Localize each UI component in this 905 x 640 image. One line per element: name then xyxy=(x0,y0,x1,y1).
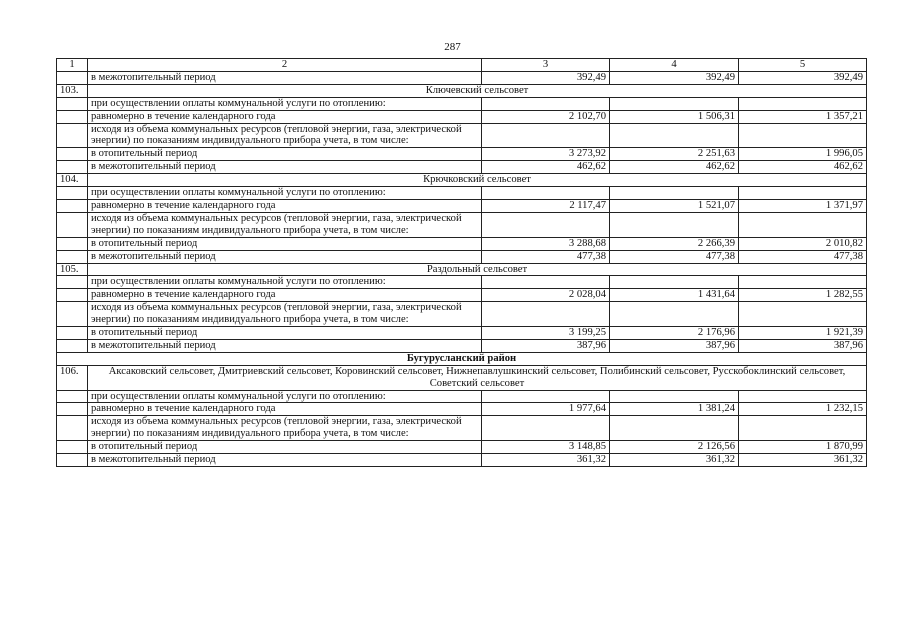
value-cell-4 xyxy=(610,123,739,148)
row-label: исходя из объема коммунальных ресурсов (тепловой энергии, газа, электрической энергии) по показаниям индивидуального прибора учета, в том числе: xyxy=(88,416,482,441)
district-row xyxy=(57,352,867,365)
value-cell-4 xyxy=(610,276,739,289)
value-cell-5: 462,62 xyxy=(739,161,867,174)
row-number xyxy=(57,276,88,289)
column-header-5: 5 xyxy=(739,59,867,72)
row-number xyxy=(57,339,88,352)
row-number: 105. xyxy=(57,263,88,276)
section-title: Крючковский сельсовет xyxy=(88,174,867,187)
column-header-1: 1 xyxy=(57,59,88,72)
value-cell-5 xyxy=(739,276,867,289)
value-cell-5 xyxy=(739,212,867,237)
row-number xyxy=(57,441,88,454)
row-label: равномерно в течение календарного года xyxy=(88,289,482,302)
table-row xyxy=(57,199,867,212)
table-row xyxy=(57,71,867,84)
section-title: Раздольный сельсовет xyxy=(88,263,867,276)
table-row xyxy=(57,148,867,161)
section-row xyxy=(57,365,867,390)
table-row xyxy=(57,289,867,302)
row-number xyxy=(57,390,88,403)
row-label: исходя из объема коммунальных ресурсов (тепловой энергии, газа, электрической энергии) по показаниям индивидуального прибора учета, в том числе: xyxy=(88,212,482,237)
value-cell-4: 1 521,07 xyxy=(610,199,739,212)
value-cell-4: 1 431,64 xyxy=(610,289,739,302)
table-row xyxy=(57,441,867,454)
value-cell-3: 361,32 xyxy=(482,454,610,467)
method-row xyxy=(57,416,867,441)
table-row xyxy=(57,454,867,467)
row-number xyxy=(57,454,88,467)
row-label: в межотопительный период xyxy=(88,339,482,352)
row-label: при осуществлении оплаты коммунальной услуги по отоплению: xyxy=(88,390,482,403)
value-cell-4: 2 266,39 xyxy=(610,237,739,250)
value-cell-4: 2 251,63 xyxy=(610,148,739,161)
row-label: равномерно в течение календарного года xyxy=(88,403,482,416)
value-cell-4 xyxy=(610,390,739,403)
table-row xyxy=(57,161,867,174)
note-row xyxy=(57,97,867,110)
value-cell-3: 1 977,64 xyxy=(482,403,610,416)
value-cell-4: 2 176,96 xyxy=(610,327,739,340)
method-row xyxy=(57,123,867,148)
row-number xyxy=(57,212,88,237)
section-row xyxy=(57,263,867,276)
tariff-table-body xyxy=(57,59,867,467)
value-cell-4: 387,96 xyxy=(610,339,739,352)
row-number xyxy=(57,71,88,84)
method-row xyxy=(57,212,867,237)
row-number: 104. xyxy=(57,174,88,187)
value-cell-4: 462,62 xyxy=(610,161,739,174)
value-cell-4: 1 506,31 xyxy=(610,110,739,123)
value-cell-4 xyxy=(610,97,739,110)
value-cell-5 xyxy=(739,97,867,110)
row-number xyxy=(57,403,88,416)
row-label: при осуществлении оплаты коммунальной услуги по отоплению: xyxy=(88,187,482,200)
value-cell-3 xyxy=(482,123,610,148)
value-cell-3 xyxy=(482,97,610,110)
value-cell-5: 1 921,39 xyxy=(739,327,867,340)
value-cell-4: 361,32 xyxy=(610,454,739,467)
row-label: в межотопительный период xyxy=(88,71,482,84)
district-title: Бугурусланский район xyxy=(57,352,867,365)
row-label: в межотопительный период xyxy=(88,250,482,263)
value-cell-5: 477,38 xyxy=(739,250,867,263)
tariff-table xyxy=(56,58,867,467)
row-number xyxy=(57,327,88,340)
value-cell-5: 361,32 xyxy=(739,454,867,467)
row-number xyxy=(57,289,88,302)
table-header-row xyxy=(57,59,867,72)
value-cell-3: 3 273,92 xyxy=(482,148,610,161)
section-row xyxy=(57,174,867,187)
column-header-3: 3 xyxy=(482,59,610,72)
value-cell-3: 462,62 xyxy=(482,161,610,174)
value-cell-5: 1 282,55 xyxy=(739,289,867,302)
value-cell-3: 3 199,25 xyxy=(482,327,610,340)
value-cell-3: 3 288,68 xyxy=(482,237,610,250)
row-number xyxy=(57,416,88,441)
value-cell-4 xyxy=(610,302,739,327)
row-number xyxy=(57,110,88,123)
value-cell-3: 387,96 xyxy=(482,339,610,352)
table-row xyxy=(57,237,867,250)
value-cell-3: 3 148,85 xyxy=(482,441,610,454)
row-label: в отопительный период xyxy=(88,441,482,454)
row-label: в отопительный период xyxy=(88,327,482,340)
table-row xyxy=(57,327,867,340)
value-cell-3: 2 028,04 xyxy=(482,289,610,302)
value-cell-5: 1 996,05 xyxy=(739,148,867,161)
value-cell-3: 477,38 xyxy=(482,250,610,263)
value-cell-5 xyxy=(739,390,867,403)
note-row xyxy=(57,187,867,200)
row-label: при осуществлении оплаты коммунальной услуги по отоплению: xyxy=(88,276,482,289)
value-cell-5 xyxy=(739,187,867,200)
row-number: 103. xyxy=(57,84,88,97)
row-label: исходя из объема коммунальных ресурсов (тепловой энергии, газа, электрической энергии) по показаниям индивидуального прибора учета, в том числе: xyxy=(88,123,482,148)
method-row xyxy=(57,302,867,327)
value-cell-4: 392,49 xyxy=(610,71,739,84)
section-title: Ключевский сельсовет xyxy=(88,84,867,97)
row-number xyxy=(57,237,88,250)
row-number: 106. xyxy=(57,365,88,390)
table-row xyxy=(57,250,867,263)
table-row xyxy=(57,403,867,416)
table-row xyxy=(57,339,867,352)
value-cell-5 xyxy=(739,416,867,441)
value-cell-4: 2 126,56 xyxy=(610,441,739,454)
section-row xyxy=(57,84,867,97)
value-cell-3 xyxy=(482,390,610,403)
row-label: в отопительный период xyxy=(88,148,482,161)
row-number xyxy=(57,187,88,200)
value-cell-5: 1 870,99 xyxy=(739,441,867,454)
value-cell-5 xyxy=(739,123,867,148)
row-number xyxy=(57,302,88,327)
value-cell-5: 392,49 xyxy=(739,71,867,84)
page-number: 287 xyxy=(444,41,461,53)
value-cell-5: 1 232,15 xyxy=(739,403,867,416)
row-label: в межотопительный период xyxy=(88,161,482,174)
value-cell-3 xyxy=(482,302,610,327)
row-number xyxy=(57,123,88,148)
row-number xyxy=(57,161,88,174)
value-cell-5: 2 010,82 xyxy=(739,237,867,250)
column-header-2: 2 xyxy=(88,59,482,72)
value-cell-3 xyxy=(482,416,610,441)
value-cell-3: 392,49 xyxy=(482,71,610,84)
row-label: при осуществлении оплаты коммунальной услуги по отоплению: xyxy=(88,97,482,110)
value-cell-4 xyxy=(610,187,739,200)
row-label: равномерно в течение календарного года xyxy=(88,110,482,123)
row-number xyxy=(57,148,88,161)
section-title: Аксаковский сельсовет, Дмитриевский сельсовет, Коровинский сельсовет, Нижнепавлушкинский сельсовет, Полибинский сельсовет, Русскобоклинский сельсовет, Советский сельсовет xyxy=(88,365,867,390)
row-label: в межотопительный период xyxy=(88,454,482,467)
value-cell-3: 2 102,70 xyxy=(482,110,610,123)
value-cell-4: 1 381,24 xyxy=(610,403,739,416)
row-number xyxy=(57,199,88,212)
value-cell-4 xyxy=(610,212,739,237)
row-label: равномерно в течение календарного года xyxy=(88,199,482,212)
value-cell-3: 2 117,47 xyxy=(482,199,610,212)
value-cell-5: 1 371,97 xyxy=(739,199,867,212)
row-label: исходя из объема коммунальных ресурсов (тепловой энергии, газа, электрической энергии) по показаниям индивидуального прибора учета, в том числе: xyxy=(88,302,482,327)
row-label: в отопительный период xyxy=(88,237,482,250)
row-number xyxy=(57,250,88,263)
value-cell-3 xyxy=(482,276,610,289)
value-cell-4 xyxy=(610,416,739,441)
note-row xyxy=(57,390,867,403)
value-cell-3 xyxy=(482,187,610,200)
value-cell-3 xyxy=(482,212,610,237)
column-header-4: 4 xyxy=(610,59,739,72)
value-cell-5: 1 357,21 xyxy=(739,110,867,123)
value-cell-4: 477,38 xyxy=(610,250,739,263)
row-number xyxy=(57,97,88,110)
value-cell-5 xyxy=(739,302,867,327)
value-cell-5: 387,96 xyxy=(739,339,867,352)
note-row xyxy=(57,276,867,289)
table-row xyxy=(57,110,867,123)
